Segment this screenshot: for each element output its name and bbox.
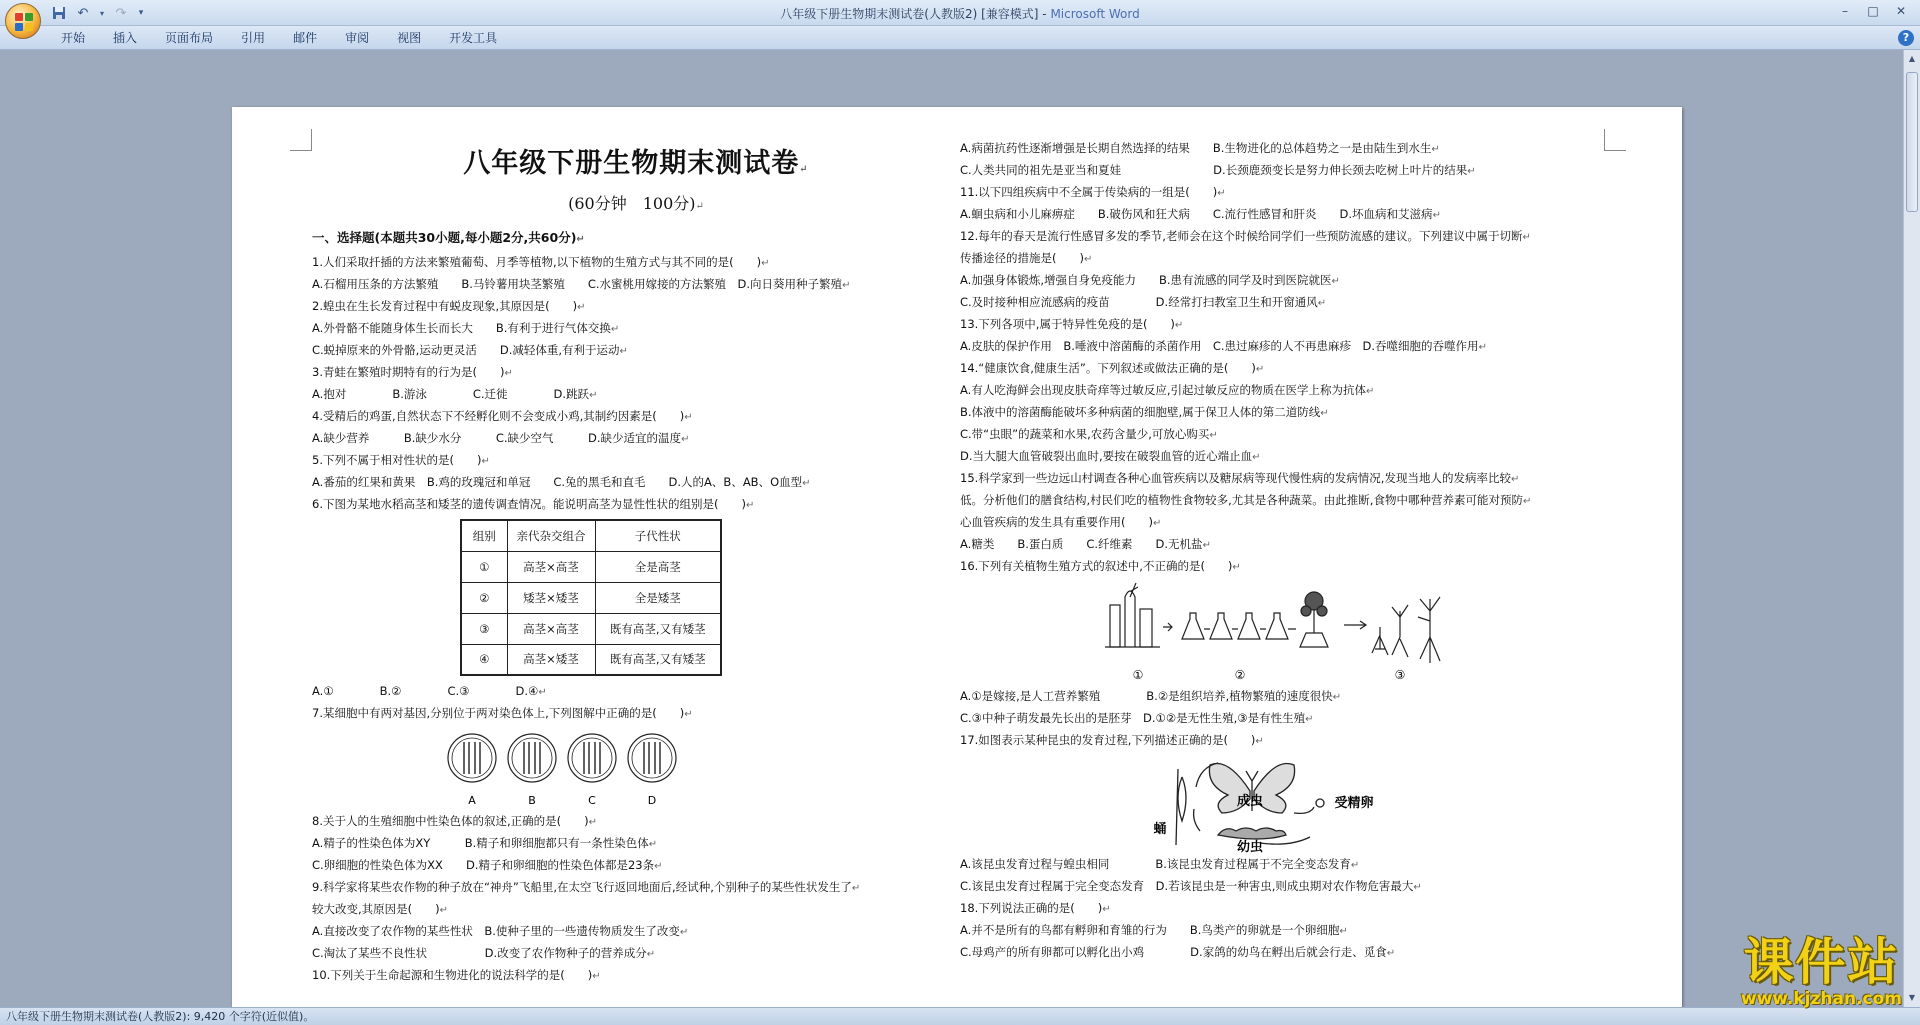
cell-diagram [508, 734, 556, 807]
question-line: 17.如图表示某种昆虫的发育过程,下列描述正确的是( )↵ [960, 733, 1264, 747]
question-line: A.缺少营养 B.缺少水分 C.缺少空气 D.缺少适宜的温度↵ [312, 431, 690, 445]
office-button[interactable] [5, 3, 41, 39]
table-row: ② 矮茎×矮茎 全是矮茎 [461, 582, 721, 613]
plant-reproduction-svg [960, 577, 1622, 685]
ribbon-tab[interactable]: 审阅 [345, 31, 370, 45]
crop-mark [290, 129, 312, 151]
ribbon-tab[interactable]: 开发工具 [449, 31, 498, 45]
figure-label: 蛹 [1153, 822, 1167, 837]
left-column [312, 137, 960, 986]
ribbon-tab[interactable]: 页面布局 [165, 31, 214, 45]
questions-block [312, 251, 960, 515]
question-line: C.人类共同的祖先是亚当和夏娃 D.长颈鹿颈变长是努力伸长颈去吃树上叶片的结果↵ [960, 163, 1476, 177]
question-line: 7.某细胞中有两对基因,分别位于两对染色体上,下列图解中正确的是( )↵ [312, 706, 693, 720]
heredity-table [460, 519, 722, 676]
question-line: A.精子的性染色体为XY B.精子和卵细胞都只有一条性染色体↵ [312, 836, 658, 850]
figure-label: 受精卵 [1334, 796, 1374, 811]
question-line: C.该昆虫发育过程属于完全变态发育 D.若该昆虫是一种害虫,则成虫期对农作物危害最大↵ [960, 879, 1422, 893]
question-line: A.有人吃海鲜会出现皮肤奇痒等过敏反应,引起过敏反应的物质在医学上称为抗体↵ [960, 383, 1375, 397]
question-line: A.番茄的红果和黄果 B.鸡的玫瑰冠和单冠 C.兔的黑毛和直毛 D.人的A、B、AB、O血型↵ [312, 475, 811, 489]
question-line: A.抱对 B.游泳 C.迁徙 D.跳跃↵ [312, 387, 598, 401]
scroll-thumb[interactable] [1906, 72, 1918, 212]
question-line: 14.“健康饮食,健康生活”。下列叙述或做法正确的是( )↵ [960, 361, 1265, 375]
question-line: A.该昆虫发育过程与蝗虫相同 B.该昆虫发育过程属于不完全变态发育↵ [960, 857, 1360, 871]
questions-block [960, 137, 1622, 577]
minimize-icon[interactable]: – [1842, 4, 1848, 18]
ribbon [0, 26, 1920, 50]
redo-icon[interactable]: ↷ [115, 5, 127, 21]
ribbon-tabs [50, 30, 514, 46]
cell-label: B [528, 794, 536, 807]
questions-block [312, 680, 960, 724]
question-line: A.外骨骼不能随身体生长而长大 B.有利于进行气体交换↵ [312, 321, 620, 335]
cell-diagram [568, 734, 616, 807]
question-line: A.①是嫁接,是人工营养繁殖 B.②是组织培养,植物繁殖的速度很快↵ [960, 689, 1342, 703]
office-logo-icon [15, 13, 33, 31]
question-line: 9.科学家将某些农作物的种子放在“神舟”飞船里,在太空飞行返回地面后,经试种,个别种子的某些性状发生了↵ [312, 880, 861, 894]
cell-diagram [628, 734, 676, 807]
question-line: A.① B.② C.③ D.④↵ [312, 684, 547, 698]
question-line: 低。分析他们的膳食结构,村民们吃的植物性食物较多,尤其是各种蔬菜。由此推断,食物中哪种营养素可能对预防↵ [960, 493, 1532, 507]
question-line: 6.下图为某地水稻高茎和矮茎的遗传调查情况。能说明高茎为显性性状的组别是( )↵ [312, 497, 755, 511]
document-workspace[interactable] [0, 50, 1920, 1007]
question-line: A.糖类 B.蛋白质 C.纤维素 D.无机盐↵ [960, 537, 1211, 551]
question-line: D.当大腿大血管破裂出血时,要按在破裂血管的近心端止血↵ [960, 449, 1261, 463]
undo-icon[interactable]: ↶ [77, 5, 89, 21]
cell-label: C [588, 794, 596, 807]
question-line: 8.关于人的生殖细胞中性染色体的叙述,正确的是( )↵ [312, 814, 597, 828]
question-line: C.淘汰了某些不良性状 D.改变了农作物种子的营养成分↵ [312, 946, 656, 960]
question-line: 10.下列关于生命起源和生物进化的说法科学的是( )↵ [312, 968, 601, 982]
document-title: 八年级下册生物期末测试卷↵ [463, 148, 809, 179]
document-subtitle: (60分钟 100分)↵ [568, 194, 704, 213]
question-line: 3.青蛙在繁殖时期特有的行为是( )↵ [312, 365, 513, 379]
window-title: 八年级下册生物期末测试卷(人教版2) [兼容模式] - Microsoft Word [780, 7, 1140, 21]
cell-label: A [468, 794, 476, 807]
customize-toolbar-icon[interactable]: ▾ [138, 8, 144, 18]
question-line: 5.下列不属于相对性状的是( )↵ [312, 453, 490, 467]
title-bar [0, 0, 1920, 26]
table-row: ① 高茎×高茎 全是高茎 [461, 551, 721, 582]
ribbon-tab[interactable]: 插入 [113, 31, 138, 45]
question-line: C.及时接种相应流感病的疫苗 D.经常打扫教室卫生和开窗通风↵ [960, 295, 1327, 309]
chromosome-cells-figure [312, 724, 960, 810]
question-line: A.直接改变了农作物的某些性状 B.使种子里的一些遗传物质发生了改变↵ [312, 924, 689, 938]
window-controls [1832, 2, 1914, 20]
watermark-logo: 课件站 www.kjzhan.com [1740, 933, 1902, 1009]
question-line: A.加强身体锻炼,增强自身免疫能力 B.患有流感的同学及时到医院就医↵ [960, 273, 1340, 287]
table-header: 组别 [461, 520, 507, 551]
right-column [960, 137, 1622, 963]
question-line: C.带“虫眼”的蔬菜和水果,农药含量少,可放心购买↵ [960, 427, 1218, 441]
question-line: 2.蝗虫在生长发育过程中有蜕皮现象,其原因是( )↵ [312, 299, 586, 313]
question-line: C.母鸡产的所有卵都可以孵化出小鸡 D.家鸽的幼鸟在孵出后就会行走、觅食↵ [960, 945, 1396, 959]
scroll-up-icon[interactable]: ▲ [1908, 54, 1916, 63]
document-name: 八年级下册生物期末测试卷(人教版2) [兼容模式] [780, 7, 1039, 21]
table-header: 子代性状 [595, 520, 721, 551]
figure-label: ① [1132, 668, 1144, 682]
insect-development-figure [960, 751, 1622, 853]
question-line: 传播途径的措施是( )↵ [960, 251, 1093, 265]
question-line: 较大改变,其原因是( )↵ [312, 902, 449, 916]
question-line: C.蜕掉原来的外骨骼,运动更灵活 D.减轻体重,有利于运动↵ [312, 343, 628, 357]
questions-block [312, 810, 960, 986]
maximize-icon[interactable]: □ [1867, 4, 1879, 18]
figure-label: ② [1234, 668, 1246, 682]
app-name: Microsoft Word [1050, 7, 1140, 21]
question-line: 4.受精后的鸡蛋,自然状态下不经孵化则不会变成小鸡,其制约因素是( )↵ [312, 409, 693, 423]
close-icon[interactable]: ✕ [1895, 4, 1907, 18]
question-line: A.并不是所有的鸟都有孵卵和育雏的行为 B.鸟类产的卵就是一个卵细胞↵ [960, 923, 1348, 937]
word-count[interactable]: 八年级下册生物期末测试卷(人教版2): 9,420 个字符(近似值)。 [6, 1010, 315, 1023]
table-row: ③ 高茎×高茎 既有高茎,又有矮茎 [461, 613, 721, 644]
question-line: 1.人们采取扦插的方法来繁殖葡萄、月季等植物,以下植物的生殖方式与其不同的是( )↵ [312, 255, 770, 269]
vertical-scrollbar[interactable] [1903, 50, 1920, 1007]
undo-dropdown-icon[interactable]: ▾ [99, 8, 104, 18]
ribbon-tab[interactable]: 视图 [397, 31, 422, 45]
chromosome-diagram [312, 724, 960, 810]
question-line: A.病菌抗药性逐渐增强是长期自然选择的结果 B.生物进化的总体趋势之一是由陆生到水生↵ [960, 141, 1440, 155]
question-line: A.石榴用压条的方法繁殖 B.马铃薯用块茎繁殖 C.水蜜桃用嫁接的方法繁殖 D.向日葵用种子繁殖↵ [312, 277, 851, 291]
figure-label: 幼虫 [1236, 840, 1264, 853]
ribbon-tab[interactable]: 邮件 [293, 31, 318, 45]
plant-reproduction-figure [960, 577, 1622, 685]
scroll-down-icon[interactable]: ▼ [1908, 993, 1916, 1002]
question-line: 18.下列说法正确的是( )↵ [960, 901, 1111, 915]
question-line: 12.每年的春天是流行性感冒多发的季节,老师会在这个时候给同学们一些预防流感的建议。下列建议中属于切断↵ [960, 229, 1531, 243]
questions-block [960, 685, 1622, 751]
section-heading: 一、选择题(本题共30小题,每小题2分,共60分)↵ [312, 230, 585, 245]
question-line: A.蛔虫病和小儿麻痹症 B.破伤风和狂犬病 C.流行性感冒和肝炎 D.坏血病和艾滋病↵ [960, 207, 1441, 221]
table-header: 亲代杂交组合 [507, 520, 595, 551]
question-line: 15.科学家到一些边远山村调查各种心血管疾病以及糖尿病等现代慢性病的发病情况,发现当地人的发病率比较↵ [960, 471, 1520, 485]
table-row: ④ 高茎×矮茎 既有高茎,又有矮茎 [461, 644, 721, 675]
question-line: 11.以下四组疾病中不全属于传染病的一组是( )↵ [960, 185, 1226, 199]
document-page[interactable] [232, 107, 1682, 1007]
cell-diagram [448, 734, 496, 807]
ribbon-tab[interactable]: 开始 [61, 31, 86, 45]
question-line: C.③中种子萌发最先长出的是胚芽 D.①②是无性生殖,③是有性生殖↵ [960, 711, 1314, 725]
question-line: 13.下列各项中,属于特异性免疫的是( )↵ [960, 317, 1184, 331]
status-bar [0, 1007, 1920, 1025]
question-line: B.体液中的溶菌酶能破坏多种病菌的细胞壁,属于保卫人体的第二道防线↵ [960, 405, 1329, 419]
question-line: 16.下列有关植物生殖方式的叙述中,不正确的是( )↵ [960, 559, 1241, 573]
figure-label: 成虫 [1236, 794, 1264, 809]
figure-label: ③ [1394, 668, 1406, 682]
help-icon[interactable]: ? [1898, 30, 1914, 46]
cell-label: D [647, 794, 657, 807]
insect-lifecycle-svg [960, 751, 1622, 853]
ribbon-tab[interactable]: 引用 [241, 31, 266, 45]
question-line: 心血管疾病的发生具有重要作用( )↵ [960, 515, 1162, 529]
question-line: C.卵细胞的性染色体为XX D.精子和卵细胞的性染色体都是23条↵ [312, 858, 663, 872]
question-line: A.皮肤的保护作用 B.唾液中溶菌酶的杀菌作用 C.患过麻疹的人不再患麻疹 D.吞噬细胞的吞噬作用↵ [960, 339, 1487, 353]
questions-block [960, 853, 1622, 963]
